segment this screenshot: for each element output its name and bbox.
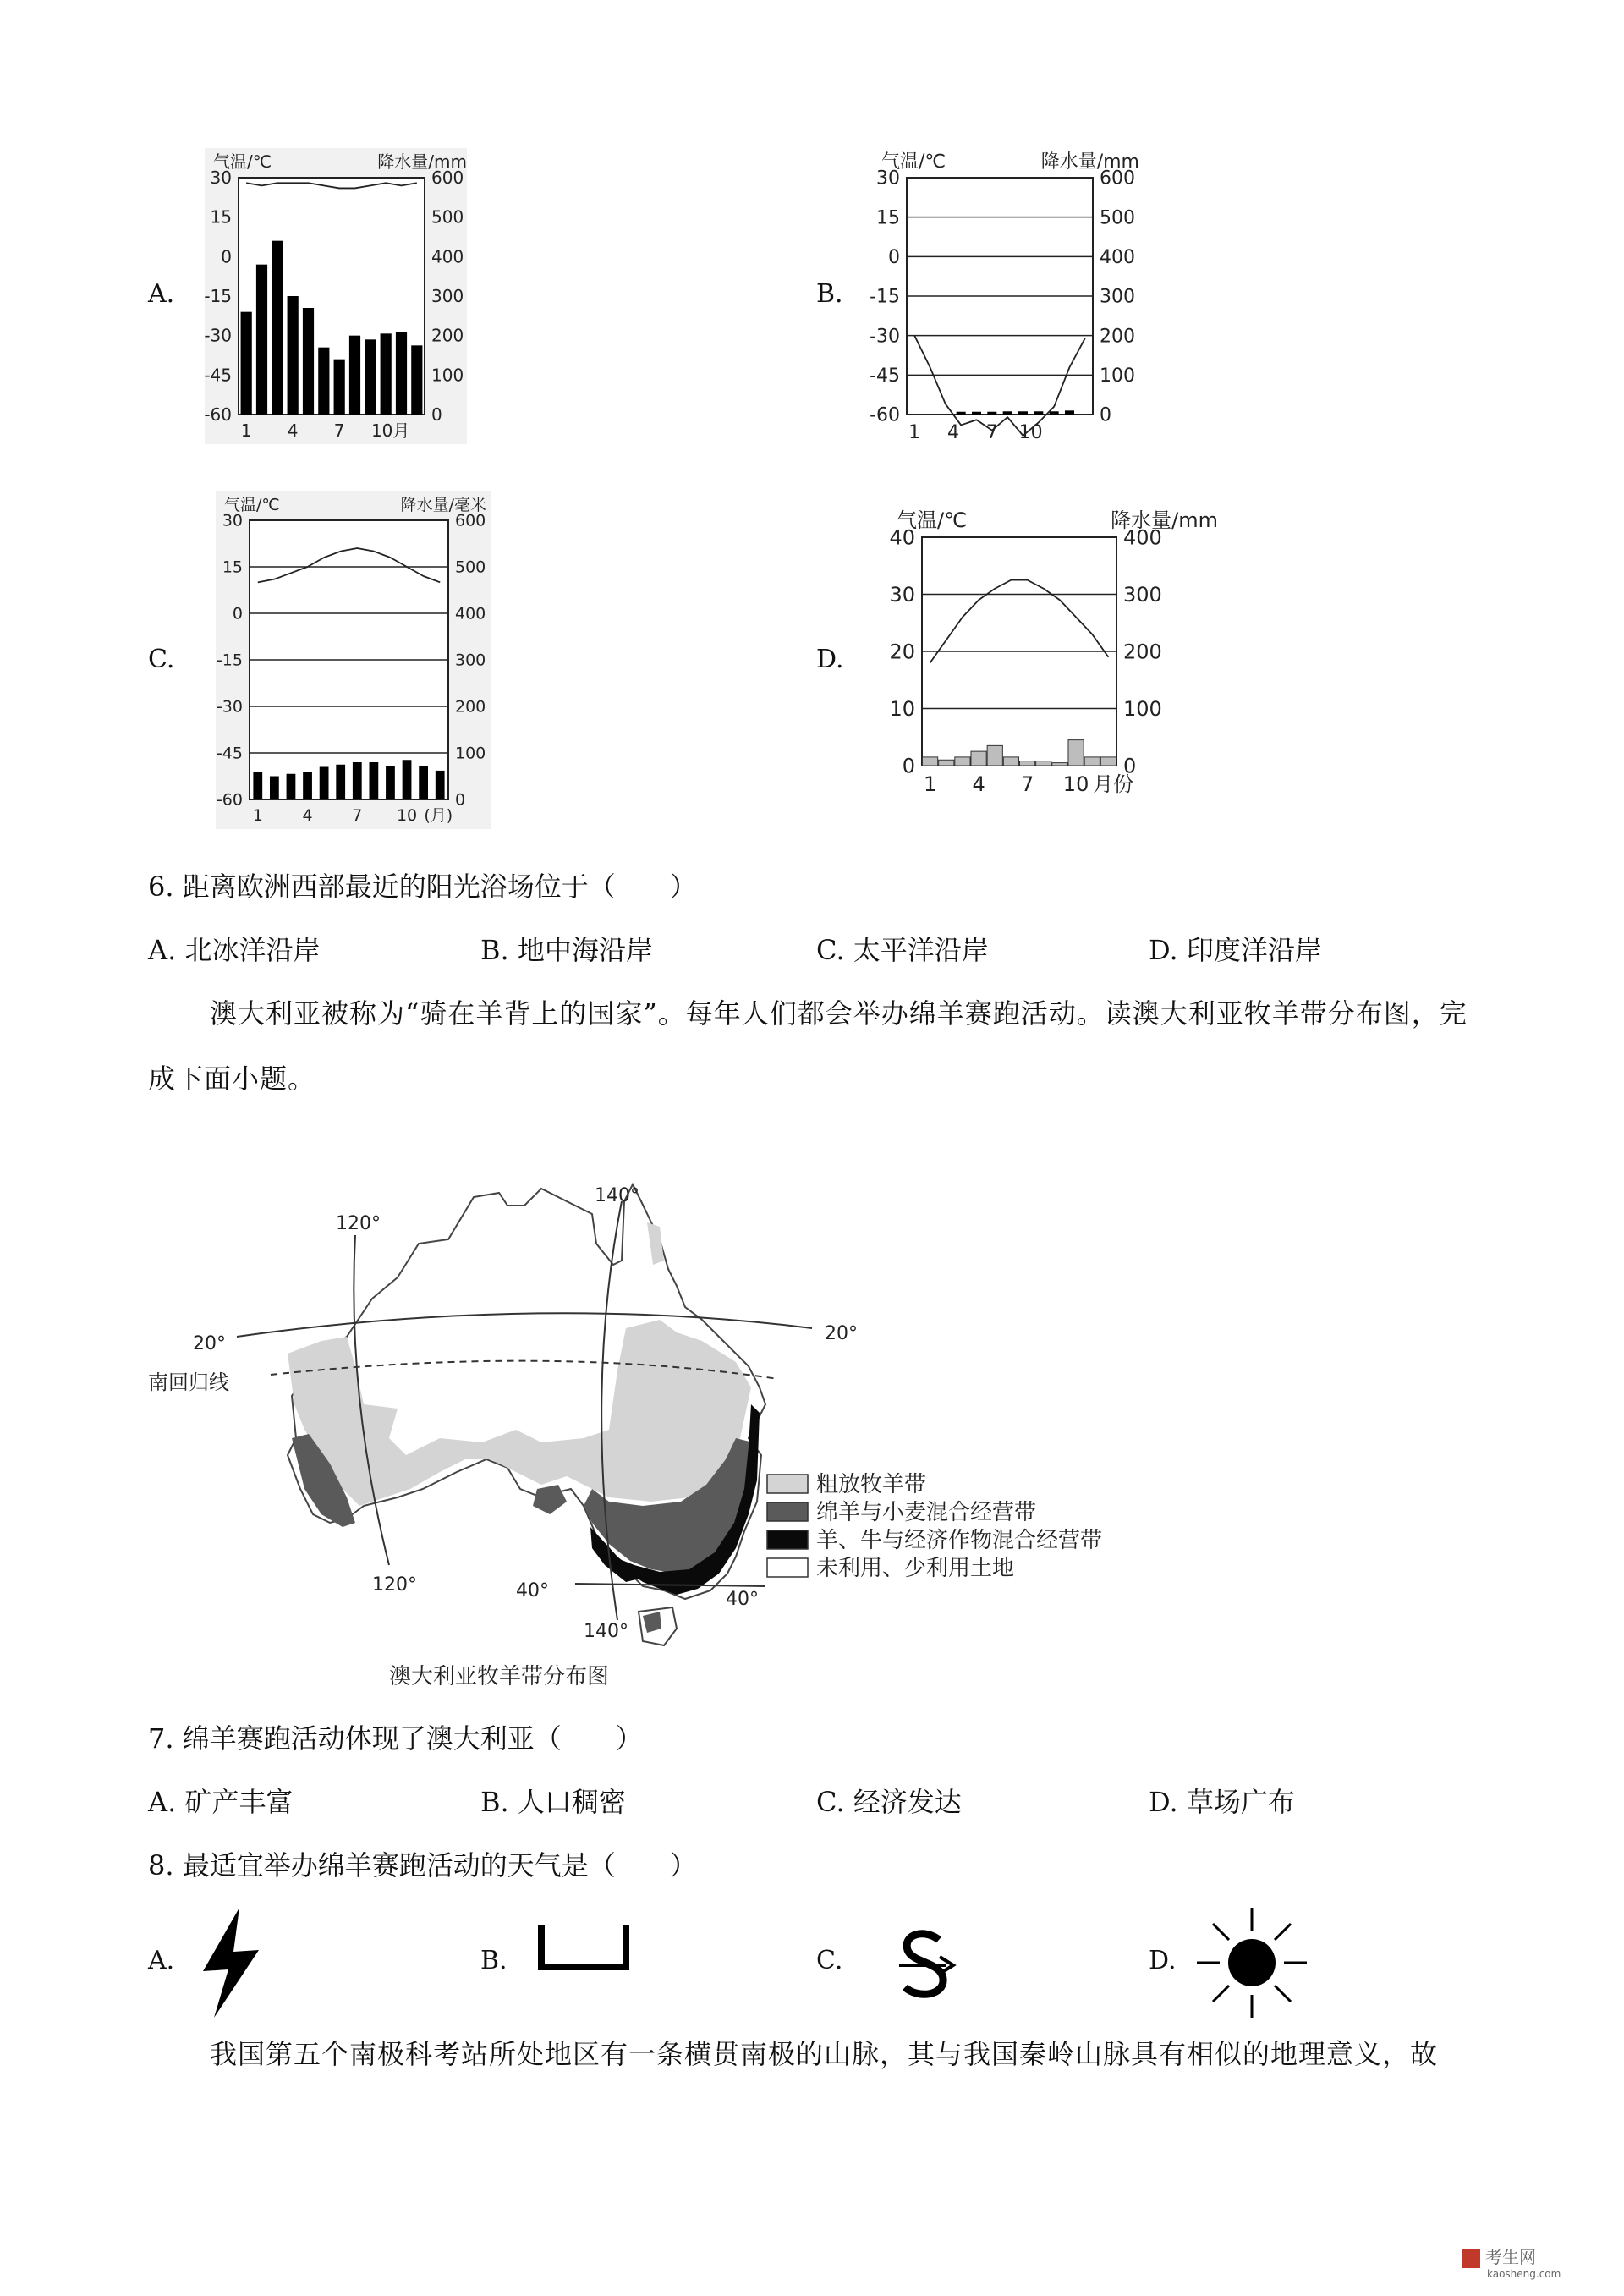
chart-A-precip-label: 降水量/mm [377, 151, 467, 172]
chart-C-precip-bar [320, 767, 329, 800]
chart-C-precip-label: 降水量/毫米 [400, 496, 486, 514]
chart-A-temp-label: 气温/℃ [213, 151, 272, 172]
chart-B-left-tick: 0 [888, 247, 900, 269]
intro2-paragraph-line1: 我国第五个南极科考站所处地区有一条横贯南极的山脉，其与我国秦岭山脉具有相似的地理意义，故 [210, 2038, 1439, 2070]
q6-stem: 6. 距离欧洲西部最近的阳光浴场位于（ ） [148, 871, 697, 903]
chart-A-precip-bar [241, 312, 252, 415]
q8-option-d[interactable]: D. [1149, 1946, 1177, 1975]
q7-stem: 7. 绵羊赛跑活动体现了澳大利亚（ ） [148, 1722, 643, 1755]
chart-D-precip-bar [971, 751, 986, 766]
chart-B-right-tick: 100 [1100, 365, 1135, 387]
chart-C-left-tick: 0 [232, 604, 243, 623]
chart-B-precip-bar [957, 412, 966, 415]
legend-label-extensive: 粗放牧羊带 [816, 1472, 927, 1497]
legend-swatch-cattle [767, 1530, 808, 1549]
q7-option-a[interactable]: A. 矿产丰富 [148, 1786, 294, 1818]
australia-map [127, 1167, 1167, 1709]
chart-A-left-tick: -15 [204, 286, 232, 306]
chart-A-left-tick: -30 [204, 325, 232, 346]
chart-D-precip-label: 降水量/mm [1111, 508, 1218, 532]
legend-swatch-wheat [767, 1502, 808, 1521]
chart-C-right-tick: 100 [455, 744, 486, 763]
q6-option-d[interactable]: D. 印度洋沿岸 [1149, 934, 1322, 966]
chart-C-left-tick: -15 [216, 651, 243, 670]
chart-D-right-tick: 300 [1123, 582, 1162, 607]
chart-D-left-tick: 20 [889, 640, 915, 664]
chart-A-left-tick: -45 [204, 365, 232, 386]
chart-B-x-tick: 7 [985, 422, 998, 443]
chart-A-left-tick: -60 [204, 404, 232, 425]
rain-gauge-icon[interactable] [533, 1920, 634, 1980]
chart-A-right-tick: 200 [431, 325, 464, 346]
chart-C-left-tick: -30 [216, 697, 243, 717]
chart-A-precip-bar [303, 308, 314, 415]
chart-C-precip-bar [336, 765, 345, 799]
q6-option-b[interactable]: B. 地中海沿岸 [480, 934, 653, 966]
chart-B-left-tick: -15 [870, 286, 900, 308]
chart-C-precip-bar [287, 774, 296, 799]
chart-B-right-tick: 400 [1100, 247, 1135, 269]
chart-D-precip-bar [1084, 757, 1100, 766]
chart-B-x-tick: 10 [1018, 422, 1043, 443]
chart-B-precip-bar [1065, 410, 1074, 415]
chart-C-right-tick: 400 [455, 604, 486, 623]
q7-option-b[interactable]: B. 人口稠密 [480, 1786, 626, 1818]
chart-D-x-tick: 7 [1020, 772, 1034, 796]
chart-C-x-tick: (月) [424, 806, 453, 825]
sunny-icon[interactable] [1193, 1903, 1311, 2022]
chart-D-precip-bar [939, 760, 954, 766]
q8-option-b[interactable]: B. [480, 1946, 508, 1975]
chart-D-left-tick: 30 [889, 582, 915, 607]
chart-A-precip-bar [318, 348, 329, 415]
chart-B-right-tick: 500 [1100, 207, 1135, 229]
chart-C-left-tick: 30 [222, 511, 243, 530]
sandstorm-icon[interactable] [892, 1925, 960, 2009]
climate-chart-d [854, 491, 1235, 829]
watermark-text: 考生网 [1485, 2247, 1536, 2267]
chart-B-right-tick: 200 [1100, 326, 1135, 348]
chart-a-label: A. [148, 279, 175, 309]
chart-A-right-tick: 300 [431, 286, 464, 306]
chart-D-precip-bar [1052, 763, 1067, 766]
chart-C-x-tick: 10 [396, 806, 418, 825]
chart-D-precip-bar [1100, 757, 1116, 766]
chart-A-left-tick: 15 [210, 206, 232, 228]
chart-B-x-tick: 4 [947, 422, 959, 443]
chart-C-precip-bar [270, 777, 279, 800]
intro-paragraph-line2: 成下面小题。 [148, 1063, 316, 1095]
q8-option-a[interactable]: A. [148, 1946, 175, 1975]
chart-A-right-tick: 600 [431, 168, 464, 188]
lat-40-left-label: 40° [516, 1580, 549, 1601]
chart-D-right-tick: 0 [1123, 754, 1137, 778]
chart-A-right-tick: 400 [431, 246, 464, 267]
chart-A-precip-bar [256, 265, 267, 415]
chart-C-precip-bar [386, 766, 395, 799]
chart-B-left-tick: 30 [876, 168, 900, 190]
legend-label-unused: 未利用、少利用土地 [816, 1556, 1015, 1581]
chart-D-x-tick: 月份 [1093, 772, 1134, 796]
chart-B-temp-label: 气温/℃ [881, 151, 946, 173]
chart-A-right-tick: 500 [431, 206, 464, 228]
chart-C-precip-bar [253, 772, 262, 799]
lon-120-bottom-label: 120° [372, 1574, 417, 1596]
legend-label-cattle: 羊、牛与经济作物混合经营带 [816, 1528, 1103, 1553]
chart-A-x-tick: 7 [333, 420, 345, 441]
chart-A-x-tick: 1 [240, 420, 252, 441]
chart-D-precip-bar [1003, 757, 1018, 766]
chart-A-x-tick: 10月 [370, 420, 410, 441]
chart-B-left-tick: -60 [870, 404, 900, 426]
chart-D-x-tick: 4 [972, 772, 985, 796]
chart-D-precip-bar [1068, 740, 1084, 766]
chart-C-x-tick: 4 [302, 806, 313, 825]
chart-c-label: C. [148, 645, 175, 674]
chart-A-precip-bar [349, 336, 360, 415]
lightning-icon[interactable] [193, 1903, 269, 2022]
chart-C-precip-bar [369, 762, 378, 799]
watermark-logo [1462, 2244, 1561, 2280]
chart-C-left-tick: -60 [216, 790, 243, 810]
lat-20-left-label: 20° [193, 1333, 226, 1354]
chart-D-left-tick: 10 [889, 696, 915, 721]
chart-B-left-tick: -45 [870, 365, 900, 387]
chart-B-left-tick: -30 [870, 326, 900, 348]
chart-A-left-tick: 0 [221, 246, 232, 267]
chart-D-precip-bar [1019, 761, 1034, 766]
legend-swatch-unused [767, 1558, 808, 1577]
chart-B-precip-bar [1003, 411, 1012, 415]
lon-140-top-label: 140° [595, 1185, 639, 1206]
intro-paragraph-line1: 澳大利亚被称为“骑在羊背上的国家”。每年人们都会举办绵羊赛跑活动。读澳大利亚牧羊带分布图，完 [210, 997, 1468, 1030]
chart-A-precip-bar [334, 360, 345, 415]
chart-C-left-tick: -45 [216, 744, 243, 763]
chart-d-label: D. [816, 645, 844, 674]
lon-140-bottom-label: 140° [584, 1621, 628, 1642]
chart-A-precip-bar [288, 296, 299, 415]
chart-B-left-tick: 15 [876, 207, 900, 229]
tropic-label: 南回归线 [148, 1370, 229, 1394]
chart-C-temp-label: 气温/℃ [224, 496, 280, 514]
chart-C-precip-bar [303, 772, 312, 799]
chart-D-left-tick: 0 [902, 754, 915, 778]
chart-B-right-tick: 0 [1100, 404, 1111, 426]
chart-B-precip-bar [1050, 411, 1059, 415]
chart-B-precip-bar [972, 412, 981, 415]
chart-A-precip-bar [411, 345, 422, 415]
q7-option-c[interactable]: C. 经济发达 [816, 1786, 962, 1818]
q7-option-d[interactable]: D. 草场广布 [1149, 1786, 1295, 1818]
chart-C-right-tick: 600 [455, 511, 486, 530]
chart-D-precip-bar [955, 757, 970, 766]
chart-B-right-tick: 600 [1100, 168, 1135, 190]
chart-C-precip-bar [436, 771, 445, 799]
chart-C-x-tick: 1 [252, 806, 263, 825]
chart-B-precip-bar [1034, 411, 1043, 415]
chart-C-right-tick: 200 [455, 697, 486, 717]
chart-D-right-tick: 100 [1123, 696, 1162, 721]
chart-B-precip-bar [987, 412, 996, 415]
chart-D-x-tick: 10 [1062, 772, 1089, 796]
chart-B-precip-label: 降水量/mm [1040, 151, 1139, 173]
watermark-sub: kaosheng.com [1487, 2268, 1561, 2280]
q8-option-c[interactable]: C. [816, 1946, 843, 1975]
lat-40-right-label: 40° [726, 1589, 759, 1610]
q6-option-a[interactable]: A. 北冰洋沿岸 [148, 934, 321, 966]
chart-A-left-tick: 30 [210, 168, 232, 188]
chart-D-precip-bar [922, 757, 937, 766]
chart-A-precip-bar [272, 241, 283, 415]
chart-A-right-tick: 0 [431, 404, 442, 425]
lon-120-top-label: 120° [336, 1213, 381, 1234]
chart-A-precip-bar [365, 339, 376, 415]
chart-C-left-tick: 15 [222, 558, 243, 577]
climate-chart-b [854, 131, 1176, 461]
chart-b-label: B. [816, 279, 843, 309]
legend-swatch-extensive [767, 1475, 808, 1493]
chart-D-x-tick: 1 [923, 772, 937, 796]
chart-C-precip-bar [403, 760, 412, 799]
map-caption: 澳大利亚牧羊带分布图 [389, 1664, 610, 1689]
chart-D-temp-label: 气温/℃ [897, 508, 968, 532]
chart-D-right-tick: 400 [1123, 525, 1162, 550]
chart-A-right-tick: 100 [431, 365, 464, 386]
chart-B-x-tick: 1 [908, 422, 921, 443]
chart-A-precip-bar [396, 332, 407, 415]
chart-D-right-tick: 200 [1123, 640, 1162, 664]
chart-C-right-tick: 300 [455, 651, 486, 670]
chart-C-precip-bar [353, 762, 362, 799]
chart-A-x-tick: 4 [287, 420, 299, 441]
chart-D-left-tick: 40 [889, 525, 915, 550]
chart-B-right-tick: 300 [1100, 286, 1135, 308]
chart-C-right-tick: 0 [455, 790, 466, 810]
climate-chart-c [186, 474, 508, 846]
chart-A-precip-bar [381, 333, 392, 415]
chart-C-x-tick: 7 [352, 806, 363, 825]
legend-label-wheat: 绵羊与小麦混合经营带 [816, 1500, 1037, 1525]
q6-option-c[interactable]: C. 太平洋沿岸 [816, 934, 989, 966]
chart-B-precip-bar [1018, 411, 1028, 415]
chart-D-precip-bar [1036, 761, 1051, 766]
lat-20-right-label: 20° [825, 1323, 858, 1344]
q8-stem: 8. 最适宜举办绵羊赛跑活动的天气是（ ） [148, 1849, 697, 1881]
chart-C-precip-bar [419, 766, 428, 799]
chart-D-precip-bar [987, 745, 1002, 766]
watermark-icon [1462, 2249, 1480, 2268]
climate-chart-a [186, 140, 508, 453]
chart-C-right-tick: 500 [455, 558, 486, 577]
